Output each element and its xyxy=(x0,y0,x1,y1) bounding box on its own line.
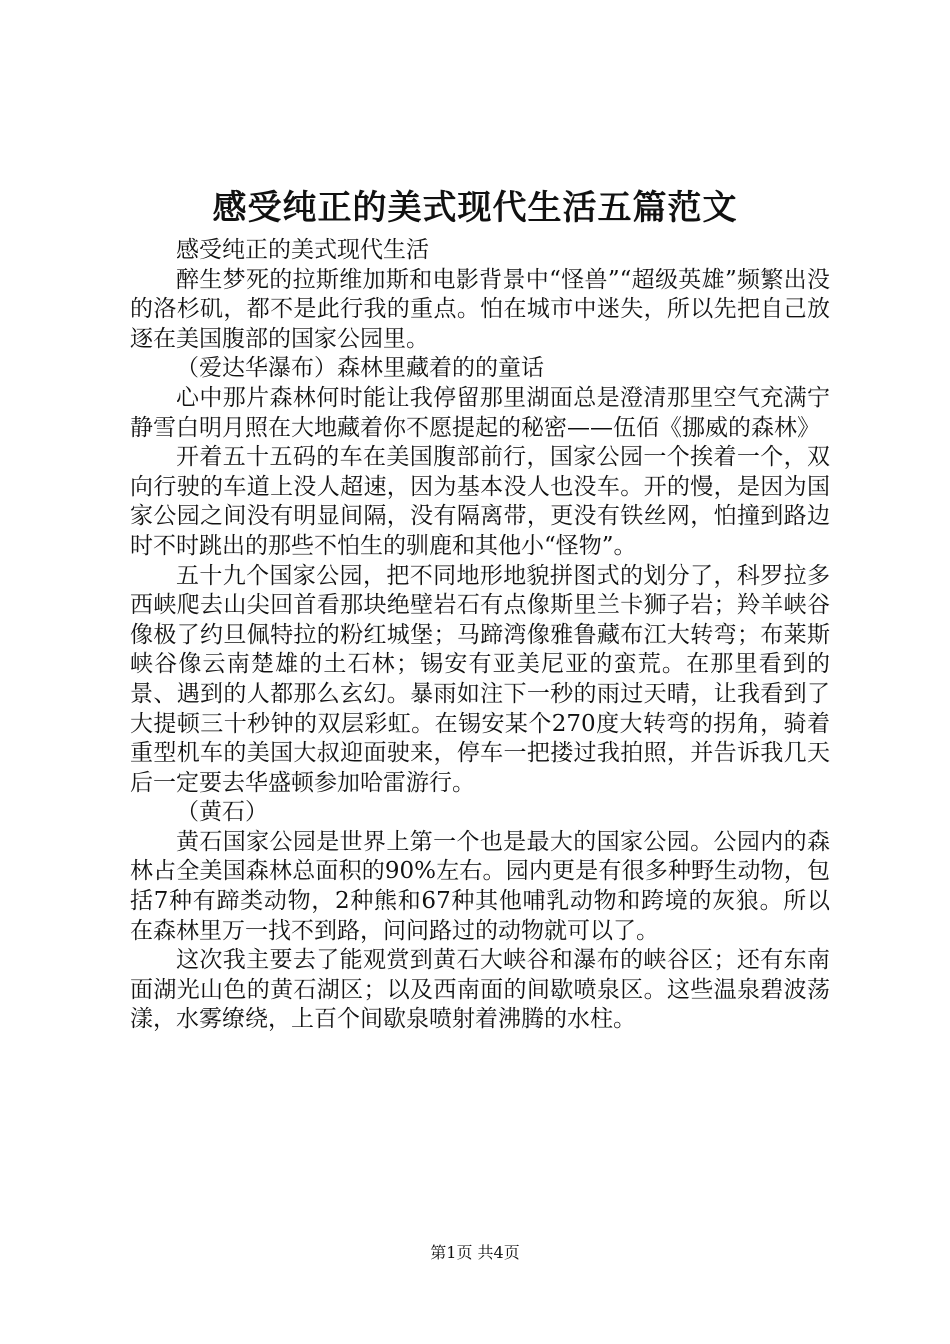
paragraph-intro: 醉生梦死的拉斯维加斯和电影背景中“怪兽”“超级英雄”频繁出没的洛杉矶，都不是此行我的重点。怕在城市中迷失，所以先把自己放逐在美国腹部的国家公园里。 xyxy=(130,266,830,352)
paragraph-lyrics-quote: 心中那片森林何时能让我停留那里湖面总是澄清那里空气充满宁静雪白明月照在大地藏着你不愿提起的秘密——伍佰《挪威的森林》 xyxy=(130,384,830,441)
document-title: 感受纯正的美式现代生活五篇范文 xyxy=(212,188,738,228)
paragraph-yellowstone-intro: 黄石国家公园是世界上第一个也是最大的国家公园。公园内的森林占全美国森林总面积的90%左右。园内更是有很多种野生动物，包括7种有蹄类动物，2种熊和67种其他哺乳动物和跨境的灰狼。所以在森林里万一找不到路，问问路过的动物就可以了。 xyxy=(130,828,830,944)
document-body xyxy=(130,236,830,1035)
paragraph-subtitle: 感受纯正的美式现代生活 xyxy=(176,237,429,263)
page-footer: 第1页 共4页 xyxy=(430,1243,520,1262)
section-heading-yellowstone: （黄石） xyxy=(176,799,268,826)
paragraph-yellowstone-areas: 这次我主要去了能观赏到黄石大峡谷和瀑布的峡谷区；还有东南面湖光山色的黄石湖区；以及西南面的间歇喷泉区。这些温泉碧波荡漾，水雾缭绕，上百个间歇泉喷射着沸腾的水柱。 xyxy=(130,947,830,1033)
paragraph-national-parks: 五十九个国家公园，把不同地形地貌拼图式的划分了，科罗拉多西峡爬去山尖回首看那块绝壁岩石有点像斯里兰卡狮子岩；羚羊峡谷像极了约旦佩特拉的粉红城堡；马蹄湾像雅鲁藏布江大转弯；布莱斯峡谷像云南楚雄的土石林；锡安有亚美尼亚的蛮荒。在那里看到的景、遇到的人都那么玄幻。暴雨如注下一秒的雨过天晴，让我看到了大提顿三十秒钟的双层彩虹。在锡安某个270度大转弯的拐角，骑着重型机车的美国大叔迎面驶来，停车一把搂过我拍照，并告诉我几天后一定要去华盛顿参加哈雷游行。 xyxy=(130,562,830,796)
section-heading-idaho-falls: （爱达华瀑布）森林里藏着的的童话 xyxy=(176,355,544,382)
paragraph-driving: 开着五十五码的车在美国腹部前行，国家公园一个挨着一个，双向行驶的车道上没人超速，因为基本没人也没车。开的慢，是因为国家公园之间没有明显间隔，没有隔离带，更没有铁丝网，怕撞到路边时不时跳出的那些不怕生的驯鹿和其他小“怪物”。 xyxy=(130,444,830,559)
